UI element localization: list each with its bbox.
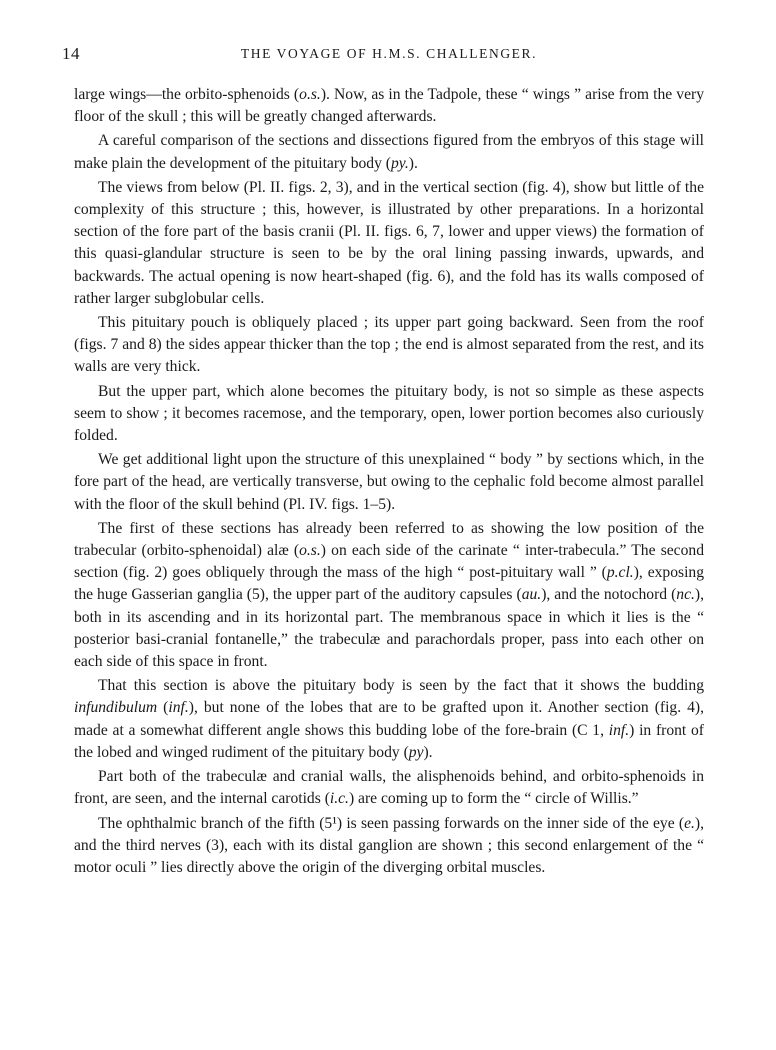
text-segment: ) on each side of the carinate “ inter-trabecula.” The second section (fig. 2) goes obliquely through the mass of the high “ post-pituitary wall ” ( [74,542,704,582]
italic-text: o.s. [299,542,321,560]
italic-text: i.c. [329,790,349,808]
italic-text: o.s. [299,86,321,103]
text-segment: ), and the notochord ( [541,586,677,604]
italic-text: nc. [676,586,695,604]
italic-text: inf. [608,721,630,739]
text-segment: This pituitary pouch is obliquely placed ; its upper part going backward. Seen from the roof (figs. 7 and 8) the sides appear thicker than the top ; the end is almost separated from the rest, and its walls are very thick. [74,314,704,376]
paragraph [74,449,704,516]
paragraph [74,177,704,310]
text-segment: ( [157,699,169,717]
text-segment: ). [408,154,418,172]
paragraph [74,675,704,764]
text-segment: A careful comparison of the sections and dissections figured from the embryos of this stage will make plain the development of the pituitary body ( [74,132,704,172]
paragraph [74,84,704,128]
running-title: THE VOYAGE OF H.M.S. CHALLENGER. [240,46,538,61]
paragraph [74,766,704,810]
paragraph [74,130,704,174]
italic-text: py [408,743,424,761]
italic-text: py. [390,154,409,172]
italic-text: p.cl. [606,564,634,582]
italic-text: infundibulum [74,699,158,717]
paragraph [74,312,704,379]
text-segment: ). Now, as in the Tadpole, these “ wings ” arise from the very floor of the skull ; this will be greatly changed afterwards. [74,86,704,126]
text-segment: Part both of the trabeculæ and cranial walls, the alisphenoids behind, and orbito-sphenoids in front, are seen, and the internal carotids ( [74,768,704,808]
page-header [62,44,704,70]
text-segment: We get additional light upon the structure of this unexplained “ body ” by sections which, in the fore part of the head, are vertically transverse, but owing to the cephalic fold become almost parallel with the floor of the skull behind (Pl. IV. figs. 1–5). [74,451,704,513]
text-segment: ) are coming up to form the “ circle of Willis.” [348,790,639,808]
text-segment: ), and the third nerves (3), each with its distal ganglion are shown ; this second enlargement of the “ motor oculi ” lies directly above the origin of the diverging orbital muscles. [74,814,704,876]
text-segment: But the upper part, which alone becomes the pituitary body, is not so simple as these aspects seem to show ; it becomes racemose, and the temporary, open, lower portion becomes also curiously folded. [74,382,704,445]
text-segment: The ophthalmic branch of the fifth (5¹) is seen passing forwards on the inner side of the eye ( [98,814,685,832]
italic-text: e. [684,814,695,832]
text-segment: ) in front of the lobed and winged rudiment of the pituitary body ( [74,721,704,761]
italic-text: inf. [168,699,189,717]
text-segment: ), exposing the huge Gasserian ganglia (5), the upper part of the auditory capsules ( [74,564,705,604]
text-segment: ), but none of the lobes that are to be grafted upon it. Another section (fig. 4), made at a somewhat different angle shows this budding lobe of the fore-brain (C 1, [74,699,704,739]
paragraph [74,381,704,448]
text-segment: ), both in its ascending and in its horizontal part. The membranous space in which it lies is the “ posterior basi-cranial fontanelle,” the trabeculæ and parachordals proper, pass into each other on each side of this space in front. [74,586,704,671]
text-segment: The views from below (Pl. II. figs. 2, 3), and in the vertical section (fig. 4), show but little of the complexity of this structure ; this, however, is illustrated by other preparations. In a horizontal section of the fore part of the basis cranii (Pl. II. figs. 6, 7, lower and upper views) the formation of this quasi-glandular structure is seen to be by the oral lining passing inwards, upwards, and backwards. The actual opening is now heart-shaped (fig. 6), and the fold has its walls composed of rather larger subglobular cells. [74,178,704,307]
text-segment: That this section is above the pituitary body is seen by the fact that it shows the budding [98,677,704,695]
paragraph [74,813,704,880]
text-segment: ). [423,743,433,761]
paragraph [74,518,704,673]
page-number: 14 [62,44,80,63]
text-segment: large wings—the orbito-sphenoids ( [74,86,300,103]
text-segment: The first of these sections has already been referred to as showing the low position of the trabecular (orbito-sphenoidal) alæ ( [74,519,704,560]
book-page [62,44,705,879]
body-text [74,84,704,879]
italic-text: au. [521,586,542,604]
